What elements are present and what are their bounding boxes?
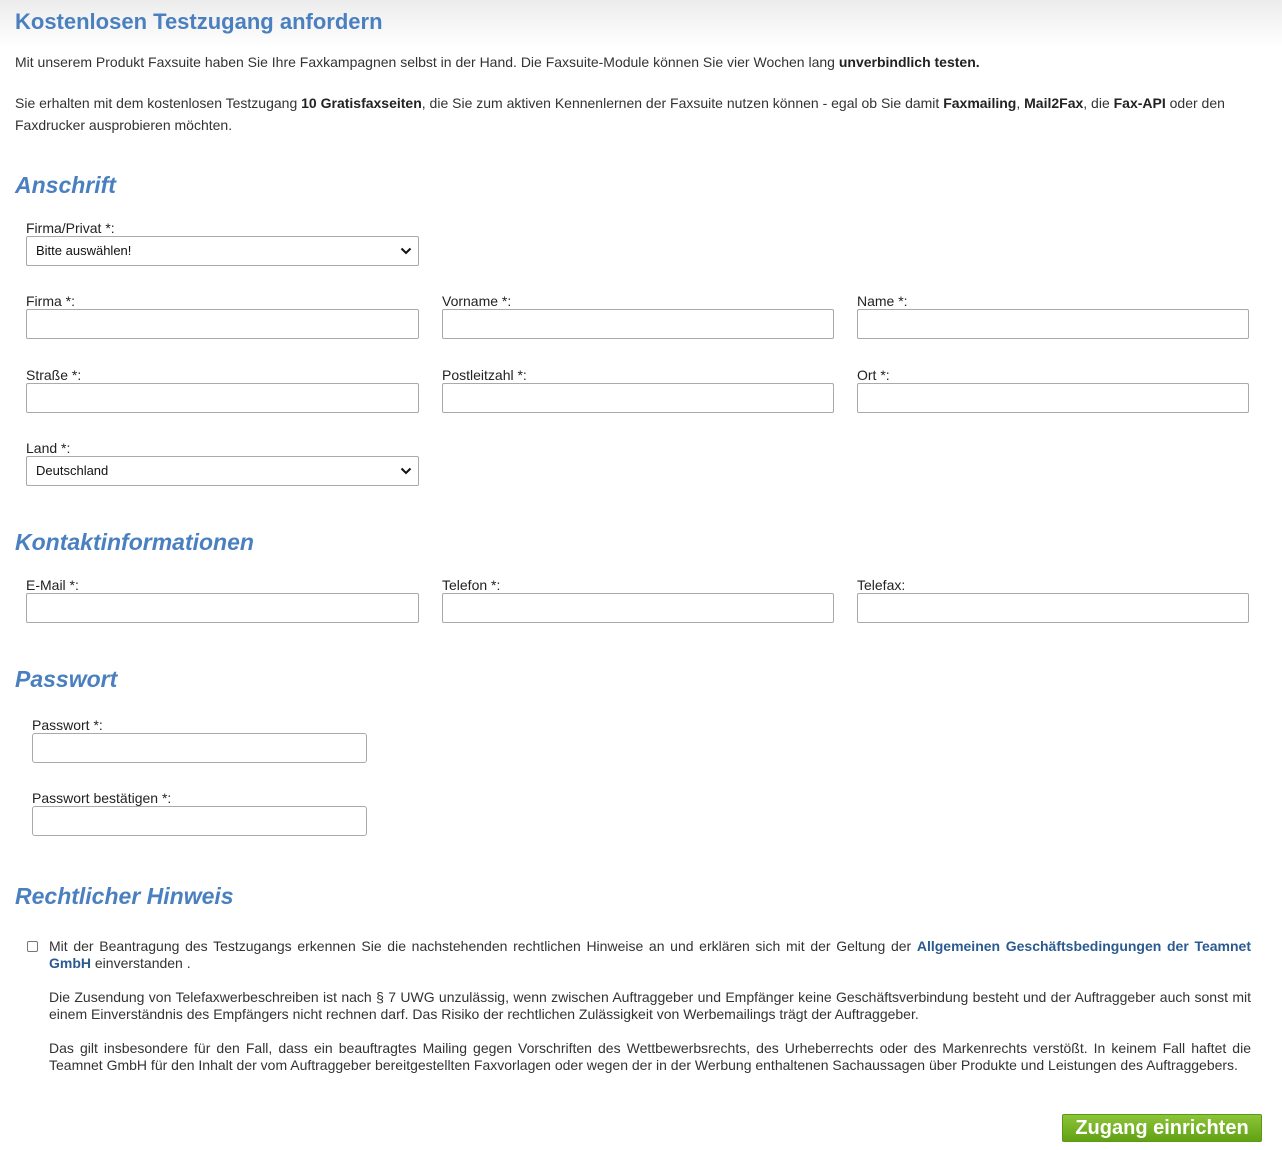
terms-checkbox[interactable]: [27, 941, 38, 952]
section-title-contact: Kontaktinformationen: [15, 529, 254, 555]
intro-text: ,: [1016, 95, 1025, 111]
consent-text-end: einverstanden .: [91, 955, 191, 971]
phone-input[interactable]: [442, 593, 834, 623]
email-input[interactable]: [26, 593, 419, 623]
zip-label: Postleitzahl *:: [442, 367, 527, 383]
street-label: Straße *:: [26, 367, 82, 383]
intro-text: oder den Faxdrucker ausprobieren möchten.: [15, 95, 1225, 133]
type-label: Firma/Privat *:: [26, 220, 115, 236]
chevron-down-icon: [400, 246, 412, 256]
intro-text: , die: [1083, 95, 1114, 111]
password-label: Passwort *:: [32, 717, 103, 733]
terms-link[interactable]: Allgemeinen Geschäftsbedingungen der Teamnet GmbH: [49, 938, 1251, 971]
chevron-down-icon: [400, 466, 412, 476]
fax-input[interactable]: [857, 593, 1249, 623]
consent-text: Mit der Beantragung des Testzugangs erkennen Sie die nachstehenden rechtlichen Hinweise an und erklären sich mit der Geltung der: [49, 938, 917, 954]
type-select[interactable]: [26, 236, 419, 266]
section-title-password: Passwort: [15, 666, 118, 692]
page-title: Kostenlosen Testzugang anfordern: [15, 9, 383, 34]
city-input[interactable]: [857, 383, 1249, 413]
section-title-legal: Rechtlicher Hinweis: [15, 883, 234, 909]
city-label: Ort *:: [857, 367, 890, 383]
intro-emphasis: Faxmailing: [943, 95, 1017, 111]
intro-paragraph-2: [15, 92, 1255, 136]
intro-emphasis: Fax-API: [1113, 95, 1166, 111]
intro-emphasis: unverbindlich testen.: [838, 54, 980, 70]
email-label: E-Mail *:: [26, 577, 79, 593]
intro-text: Mit unserem Produkt Faxsuite haben Sie Ihre Faxkampagnen selbst in der Hand. Die Faxsuite-Module können Sie vier Wochen lang: [15, 54, 839, 70]
section-title-address: Anschrift: [15, 172, 116, 198]
zip-input[interactable]: [442, 383, 834, 413]
company-label: Firma *:: [26, 293, 75, 309]
password-input[interactable]: [32, 733, 367, 763]
type-select-value: Bitte auswählen!: [36, 243, 132, 258]
street-input[interactable]: [26, 383, 419, 413]
intro-text: , die Sie zum aktiven Kennenlernen der Faxsuite nutzen können - egal ob Sie damit: [421, 95, 944, 111]
firstname-input[interactable]: [442, 309, 834, 339]
firstname-label: Vorname *:: [442, 293, 512, 309]
country-select-value: Deutschland: [36, 463, 109, 478]
fax-label: Telefax:: [857, 577, 906, 593]
legal-paragraph-1: Die Zusendung von Telefaxwerbeschreiben ist nach § 7 UWG unzulässig, wenn zwischen Auftraggeber und Empfänger keine Geschäftsverbindung besteht und der Auftraggeber auch sonst mit einem Einverständnis des Empfängers nicht rechnen darf. Das Risiko der rechtlichen Zulässigkeit von Werbemailings trägt der Auftraggeber.: [49, 989, 1251, 1022]
legal-paragraph-2: Das gilt insbesondere für den Fall, dass ein beauftragtes Mailing gegen Vorschriften des Wettbewerbsrechts, des Urheberrechts oder des Markenrechts verstößt. In keinem Fall haftet die Teamnet GmbH für den Inhalt der vom Auftraggeber bereitgestellten Faxvorlagen oder wegen der in der Werbung enthaltenen Sachaussagen über Produkte und Leistungen des Auftraggebers.: [49, 1040, 1251, 1073]
phone-label: Telefon *:: [442, 577, 501, 593]
lastname-label: Name *:: [857, 293, 908, 309]
submit-button[interactable]: Zugang einrichten: [1062, 1114, 1262, 1142]
terms-consent-text: [49, 938, 1251, 972]
intro-emphasis: 10 Gratisfaxseiten: [301, 95, 422, 111]
password-confirm-input[interactable]: [32, 806, 367, 836]
intro-text: Sie erhalten mit dem kostenlosen Testzugang: [15, 95, 302, 111]
company-input[interactable]: [26, 309, 419, 339]
lastname-input[interactable]: [857, 309, 1249, 339]
country-select[interactable]: [26, 456, 419, 486]
country-label: Land *:: [26, 440, 71, 456]
intro-paragraph-1: [15, 51, 1255, 73]
intro-emphasis: Mail2Fax: [1024, 95, 1084, 111]
password-confirm-label: Passwort bestätigen *:: [32, 790, 172, 806]
